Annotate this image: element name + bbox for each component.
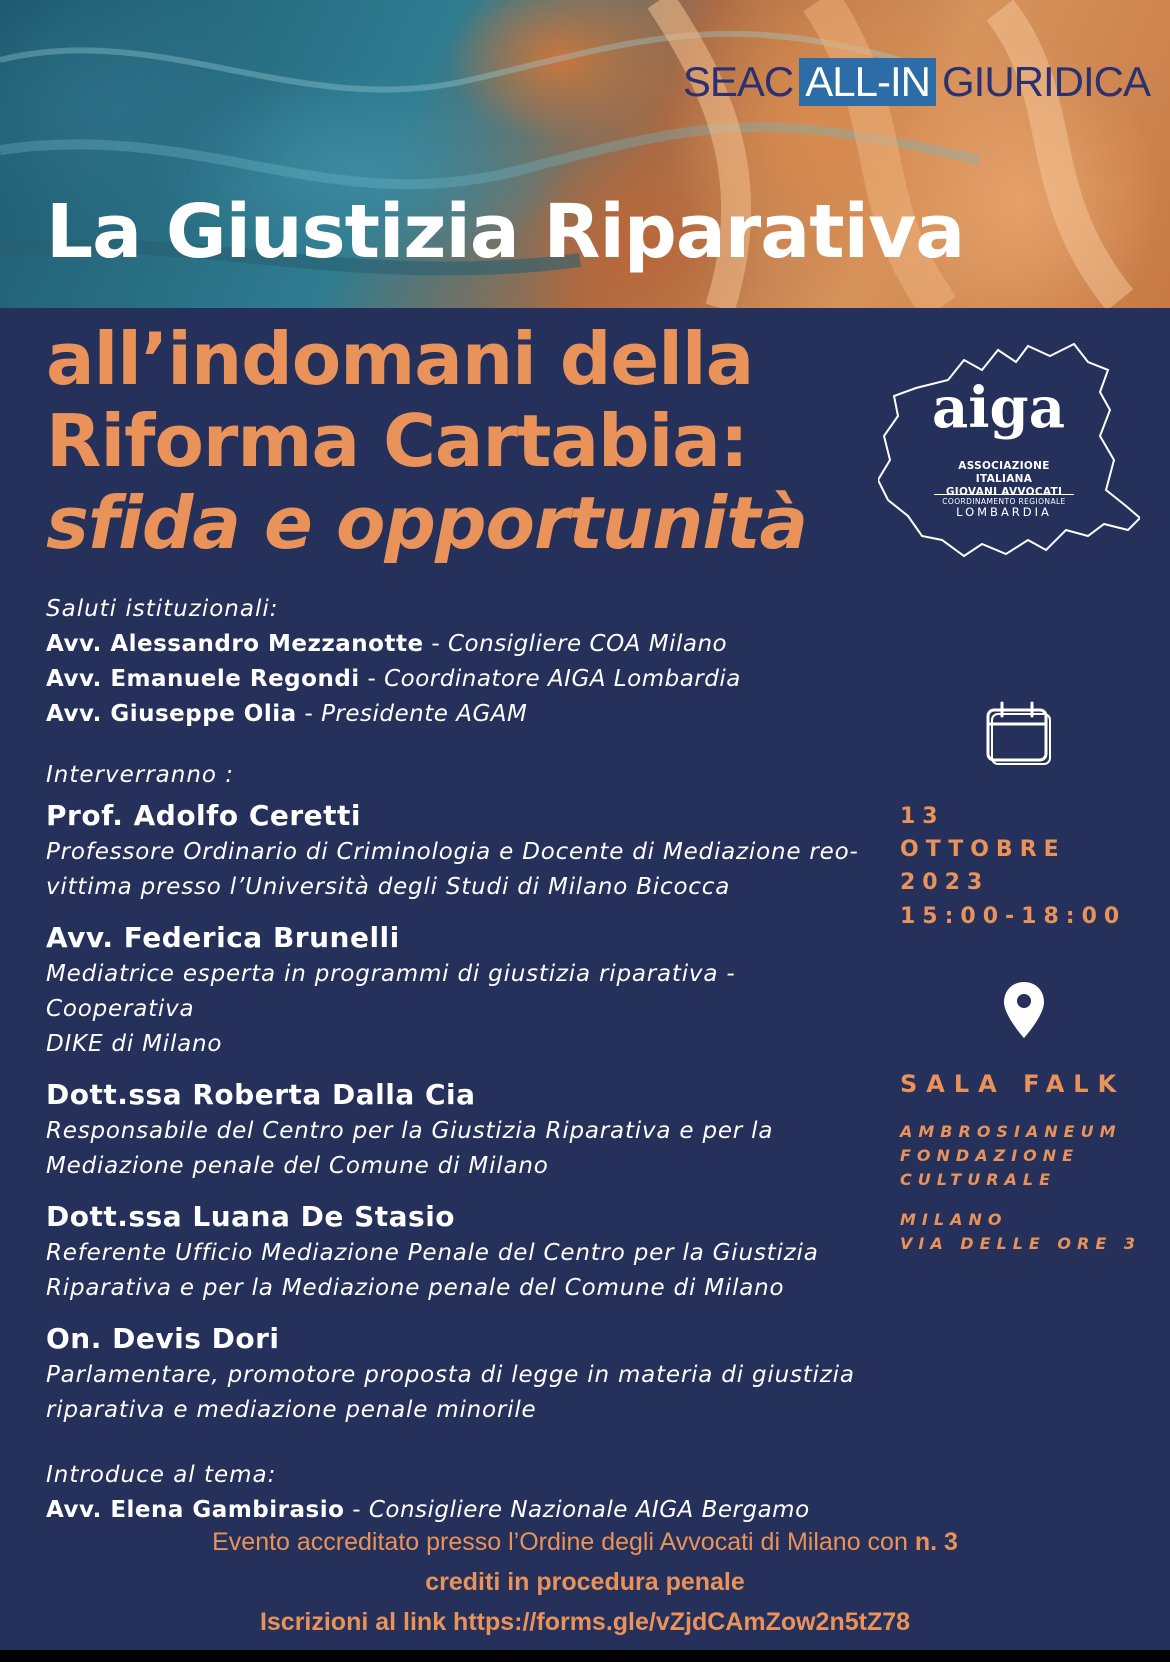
credits-count: n. 3 <box>914 1528 958 1556</box>
speaker-entry <box>46 919 876 1062</box>
greeting-role: Consigliere COA Milano <box>447 631 728 657</box>
venue-address <box>900 1208 1141 1256</box>
intro-label: Introduce al tema: <box>46 1462 277 1488</box>
event-day: 13 <box>900 804 945 829</box>
brand-seac: SEAC <box>682 58 794 105</box>
speaker-name: Dott.ssa Roberta Dalla Cia <box>46 1078 476 1111</box>
greeting-role: Presidente AGAM <box>321 701 528 727</box>
brand-giuridica: GIURIDICA <box>941 58 1150 105</box>
signup-link[interactable]: Iscrizioni al link https://forms.gle/vZjdCAmZow2n5tZ78 <box>259 1608 911 1636</box>
venue-line-3: CULTURALE <box>900 1170 1057 1189</box>
event-month: OTTOBRE <box>900 837 1066 862</box>
speaker-role: Mediazione penale del Comune di Milano <box>46 1153 549 1179</box>
speaker-entry <box>46 1198 876 1306</box>
speaker-role: Parlamentare, promotore proposta di legge in materia di giustizia <box>46 1362 855 1388</box>
venue-city-name: MILANO <box>900 1210 1008 1229</box>
speaker-name: Prof. Adolfo Ceretti <box>46 799 362 832</box>
speaker-role: Responsabile del Centro per la Giustizia Riparativa e per la <box>46 1118 774 1144</box>
bottom-edge <box>0 1650 1170 1662</box>
subtitle-line-1: all’indomani della <box>46 317 754 401</box>
speaker-role: Professore Ordinario di Criminologia e Docente di Mediazione reo- <box>46 839 859 865</box>
venue-name: SALA FALK <box>900 1070 1126 1098</box>
location-pin-icon <box>1002 980 1046 1040</box>
aiga-logo <box>878 340 1140 570</box>
greeting-row <box>46 662 876 697</box>
subtitle-line-3: sfida e opportunità <box>46 481 808 565</box>
intro-name: Avv. Elena Gambirasio <box>46 1497 345 1523</box>
speaker-entry <box>46 797 876 905</box>
aiga-region: LOMBARDIA <box>956 505 1052 519</box>
greeting-row <box>46 697 876 732</box>
venue-line-2: FONDAZIONE <box>900 1146 1080 1165</box>
aiga-wordmark: aiga <box>932 375 1065 441</box>
greeting-row <box>46 627 876 662</box>
calendar-icon <box>984 700 1054 766</box>
speaker-name: Dott.ssa Luana De Stasio <box>46 1200 456 1233</box>
venue-line-1: AMBROSIANEUM <box>900 1122 1122 1141</box>
footer-note <box>0 1522 1170 1642</box>
speaker-role: Riparativa e per la Mediazione penale del Comune di Milano <box>46 1275 785 1301</box>
intro-role: Consigliere Nazionale AIGA Bergamo <box>368 1497 810 1523</box>
speaker-entry <box>46 1076 876 1184</box>
title-main: La Giustizia Riparativa <box>46 189 965 275</box>
accreditation-line <box>0 1522 1170 1562</box>
speaker-role: Mediatrice esperta in programmi di giustizia riparativa - Cooperativa <box>46 961 736 1022</box>
intro-separator: - <box>344 1497 369 1523</box>
accreditation-text: Evento accreditato presso l’Ordine degli Avvocati di Milano con <box>212 1528 915 1556</box>
subtitle-line-2: Riforma Cartabia: <box>46 399 748 483</box>
aiga-association-line-2: GIOVANI AVVOCATI <box>945 486 1063 498</box>
speaker-name: Avv. Federica Brunelli <box>46 921 400 954</box>
event-date <box>900 800 1066 899</box>
speaker-role: DIKE di Milano <box>46 1031 223 1057</box>
speakers-label: Interverranno : <box>46 762 235 788</box>
greeting-separator: - <box>423 631 448 657</box>
speaker-role: riparativa e mediazione penale minorile <box>46 1397 537 1423</box>
greeting-name: Avv. Emanuele Regondi <box>46 666 360 692</box>
greeting-separator: - <box>359 666 385 692</box>
greeting-name: Avv. Alessandro Mezzanotte <box>46 631 424 657</box>
title-subtitle <box>46 318 846 564</box>
venue-street: VIA DELLE ORE 3 <box>900 1234 1141 1253</box>
program-content <box>46 592 876 1528</box>
greeting-name: Avv. Giuseppe Olia <box>46 701 297 727</box>
speaker-role: Referente Ufficio Mediazione Penale del Centro per la Giustizia <box>46 1240 819 1266</box>
greeting-separator: - <box>296 701 322 727</box>
brand-allin: ALL-IN <box>799 58 936 106</box>
header-satellite-image <box>0 0 1170 308</box>
venue-organization <box>900 1120 1122 1192</box>
intro-section <box>46 1458 876 1528</box>
event-year: 2023 <box>900 870 990 895</box>
speaker-role: vittima presso l’Università degli Studi di Milano Bicocca <box>46 874 731 900</box>
aiga-association-line-1: ASSOCIAZIONE ITALIANA <box>958 460 1050 485</box>
credits-type: crediti in procedura penale <box>425 1568 745 1596</box>
event-time: 15:00-18:00 <box>900 904 1127 929</box>
speaker-entry <box>46 1320 876 1428</box>
speaker-name: On. Devis Dori <box>46 1322 280 1355</box>
aiga-coordination: COORDINAMENTO REGIONALE <box>934 494 1074 506</box>
greeting-role: Coordinatore AIGA Lombardia <box>384 666 741 692</box>
greetings-label: Saluti istituzionali: <box>46 596 279 622</box>
brand-logo <box>683 58 1150 106</box>
